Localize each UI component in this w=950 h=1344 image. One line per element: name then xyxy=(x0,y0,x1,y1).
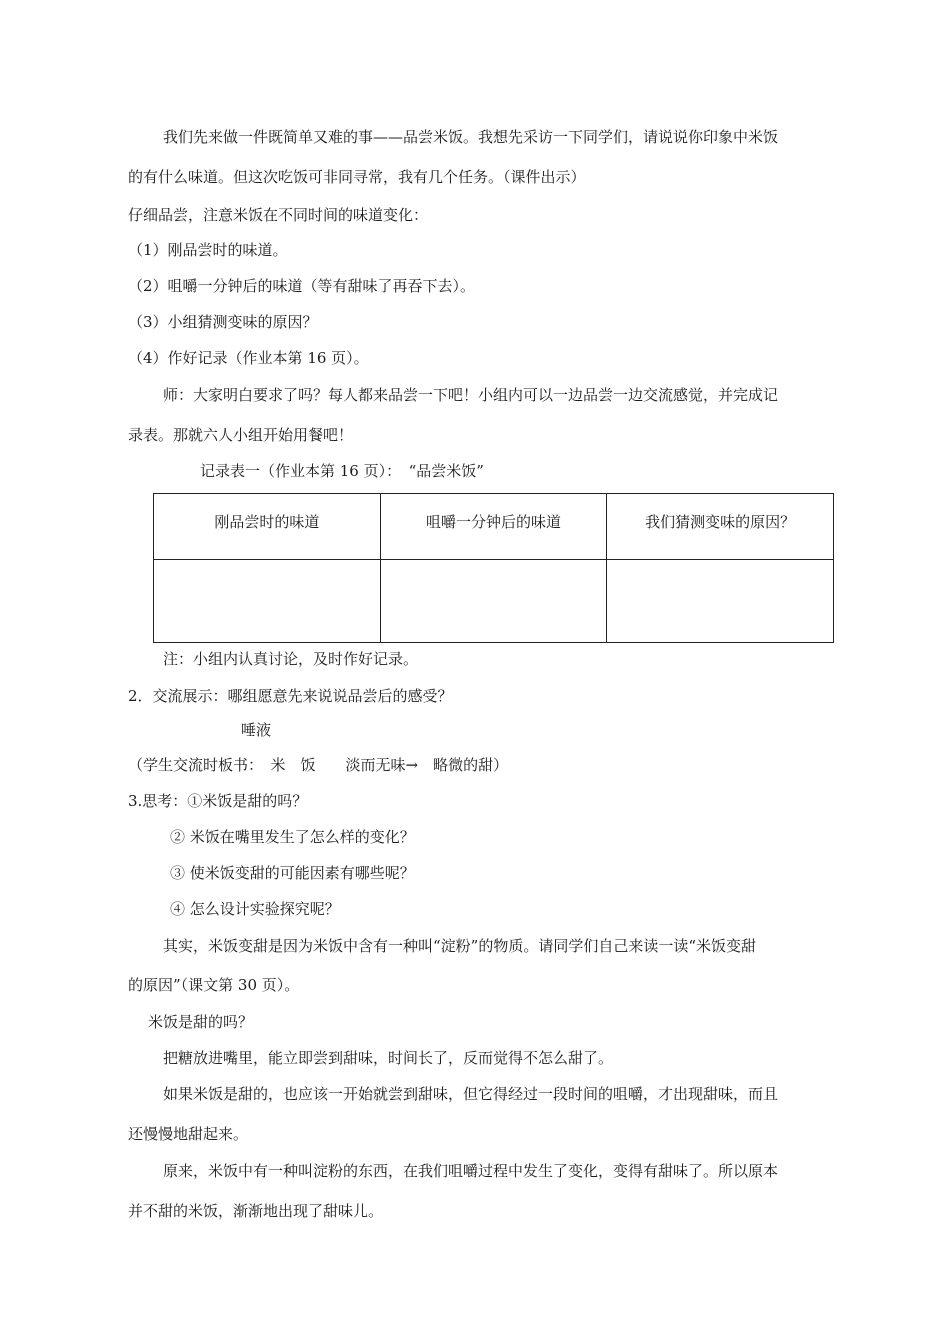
saliva-label: 唾液 xyxy=(241,721,272,739)
task-heading: 仔细品尝，注意米饭在不同时间的味道变化： xyxy=(128,206,429,224)
section3-title: 3.思考：①米饭是甜的吗？ xyxy=(128,792,308,810)
reading-title: 米饭是甜的吗？ xyxy=(148,1013,254,1031)
reading-paragraph-1: 把糖放进嘴里，能立即尝到甜味，时间长了，反而觉得不怎么甜了。 xyxy=(163,1049,614,1067)
record-table-header-row xyxy=(154,494,834,560)
reading-paragraph-3-line-2: 并不甜的米饭，渐渐地出现了甜味儿。 xyxy=(128,1202,384,1220)
task-item-3: （3）小组猜测变味的原因？ xyxy=(128,313,318,331)
blackboard-note: （学生交流时板书： 米 饭 淡而无味→ 略微的甜） xyxy=(128,756,509,774)
record-table-caption: 记录表一（作业本第 16 页）： “品尝米饭” xyxy=(200,462,484,480)
teacher-line-1: 师：大家明白要求了吗？每人都来品尝一下吧！小组内可以一边品尝一边交流感觉，并完成记 xyxy=(163,386,779,404)
reading-paragraph-2-line-1: 如果米饭是甜的，也应该一开始就尝到甜味，但它得经过一段时间的咀嚼，才出现甜味，而且 xyxy=(163,1085,779,1103)
record-table-cell-1 xyxy=(154,560,381,643)
record-table-note: 注：小组内认真讨论，及时作好记录。 xyxy=(163,650,419,668)
intro-line-2: 的有什么味道。但这次吃饭可非同寻常，我有几个任务。（课件出示） xyxy=(128,168,586,186)
explain-line-2: 的原因”（课文第 30 页）。 xyxy=(128,976,300,994)
section2-title: 2．交流展示：哪组愿意先来说说品尝后的感受？ xyxy=(128,687,453,705)
teacher-line-2: 录表。那就六人小组开始用餐吧！ xyxy=(128,426,354,444)
record-table-header-2: 咀嚼一分钟后的味道 xyxy=(380,494,607,560)
task-item-1: （1）刚品尝时的味道。 xyxy=(128,241,288,259)
task-item-2: （2）咀嚼一分钟后的味道（等有甜味了再吞下去）。 xyxy=(128,277,476,295)
record-table-cell-2 xyxy=(380,560,607,643)
record-table-header-1: 刚品尝时的味道 xyxy=(154,494,381,560)
task-item-4: （4）作好记录（作业本第 16 页）。 xyxy=(128,349,369,367)
record-table xyxy=(153,493,834,643)
record-table-header-3: 我们猜测变味的原因？ xyxy=(607,494,834,560)
question-3: ③ 使米饭变甜的可能因素有哪些呢？ xyxy=(170,864,415,882)
reading-paragraph-2-line-2: 还慢慢地甜起来。 xyxy=(128,1125,249,1143)
record-table-cell-3 xyxy=(607,560,834,643)
question-2: ② 米饭在嘴里发生了怎么样的变化？ xyxy=(170,828,415,846)
reading-paragraph-3-line-1: 原来，米饭中有一种叫淀粉的东西，在我们咀嚼过程中发生了变化，变得有甜味了。所以原本 xyxy=(163,1162,779,1180)
explain-line-1: 其实，米饭变甜是因为米饭中含有一种叫“淀粉”的物质。请同学们自己来读一读“米饭变甜 xyxy=(163,937,757,955)
intro-line-1: 我们先来做一件既简单又难的事——品尝米饭。我想先采访一下同学们，请说说你印象中米饭 xyxy=(163,128,779,146)
question-4: ④ 怎么设计实验探究呢？ xyxy=(170,900,340,918)
record-table-blank-row xyxy=(154,560,834,643)
